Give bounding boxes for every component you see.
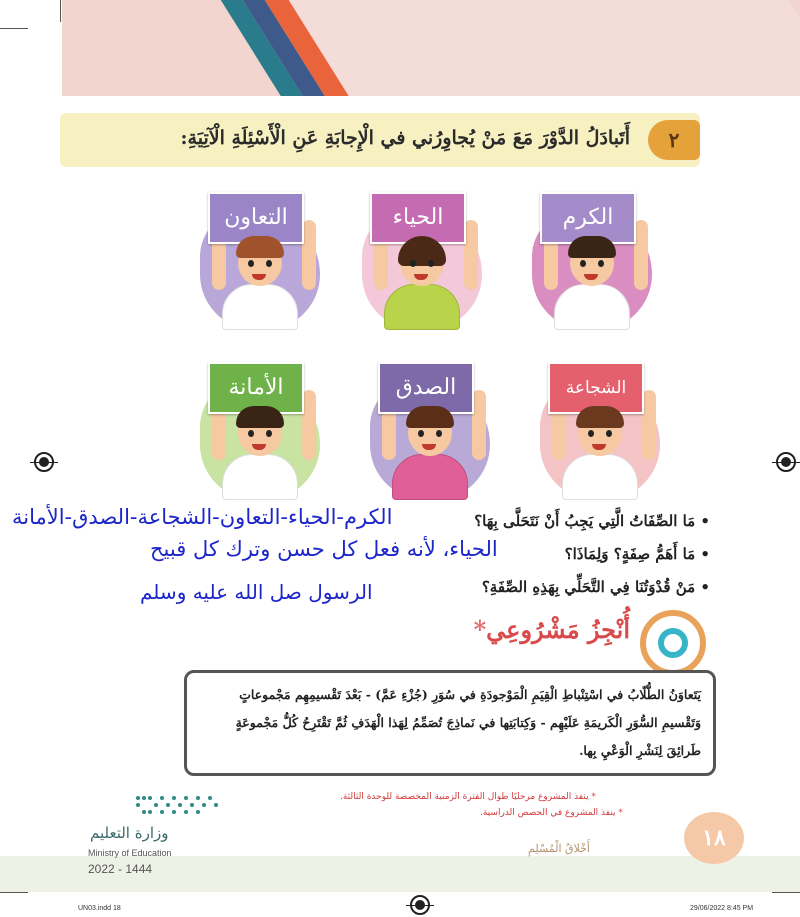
body bbox=[222, 454, 298, 500]
discussion-question: • مَا الصِّفَاتُ الَّتِي يَجِبُ أَنْ نَتَحَلَّى بِهَا؟ bbox=[474, 512, 710, 530]
eye bbox=[248, 260, 254, 267]
body bbox=[562, 454, 638, 500]
book-name: أَخْلاقُ الْمُسْلِمِ bbox=[528, 842, 590, 855]
character-card bbox=[190, 180, 340, 330]
value-sign: التعاون bbox=[208, 192, 304, 244]
hair bbox=[406, 406, 454, 428]
discussion-question: • مَنْ قُدْوَتُنَا فِي التَّحَلِّي بِهَذِهِ الصِّفَةِ؟ bbox=[481, 578, 710, 596]
crop-mark bbox=[0, 892, 28, 893]
project-logo-icon bbox=[640, 610, 706, 676]
print-timestamp: 29/06/2022 8:45 PM bbox=[690, 905, 754, 912]
project-title-star: * bbox=[473, 615, 487, 644]
footnote: * ينفذ المشروع في الحصص الدراسية. bbox=[480, 808, 623, 818]
body bbox=[392, 454, 468, 500]
crop-mark bbox=[772, 892, 800, 893]
eye bbox=[598, 260, 604, 267]
eye bbox=[606, 430, 612, 437]
banner-fill bbox=[276, 0, 800, 96]
value-sign: الشجاعة bbox=[548, 362, 644, 414]
ministry-logo-icon bbox=[132, 790, 222, 820]
question-number: ٢ bbox=[648, 120, 700, 160]
print-slug: UN03.indd 18 bbox=[78, 905, 121, 912]
ministry-name-arabic: وزارة التعليم bbox=[90, 824, 169, 842]
question-text: أَتَبادَلُ الدَّوْرَ مَعَ مَنْ يُجاوِرُني في الْإِجابَةِ عَنِ الْأَسْئِلَةِ الْآتِيَةِ: bbox=[180, 127, 630, 149]
hair bbox=[236, 406, 284, 428]
hair bbox=[568, 236, 616, 258]
value-sign: الأمانة bbox=[208, 362, 304, 414]
crop-mark bbox=[0, 28, 28, 29]
eye bbox=[266, 430, 272, 437]
hair bbox=[576, 406, 624, 428]
character-card bbox=[530, 350, 680, 500]
handwritten-answer: الكرم-الحياء-التعاون-الشجاعة-الصدق-الأمانة bbox=[12, 505, 393, 529]
body bbox=[222, 284, 298, 330]
value-sign: الكرم bbox=[540, 192, 636, 244]
arm bbox=[634, 220, 648, 290]
handwritten-answer: الحياء، لأنه فعل كل حسن وترك كل قبيح bbox=[150, 537, 498, 561]
character-card bbox=[190, 350, 340, 500]
ministry-name-english: Ministry of Education bbox=[88, 848, 172, 858]
body bbox=[384, 284, 460, 330]
arm bbox=[302, 220, 316, 290]
project-box: يَتَعاوَنُ الطُّلّابُ في اسْتِنْباطِ الْقِيَمِ الْمَوْجودَةِ في سُوَرِ (جُزْءِ عَمَّ) - بَعْدَ تَقْسيمِهِم مَجْموعاتٍ وَتَقْسيمِ السُّوَرِ الْكَريمَةِ عَلَيْهِم - وَكِتابَتِها في نَماذِجَ تُصَمِّمُ لِهَذا الْهَدَفِ ثُمَّ تَقْتَرِحُ كُلُّ مَجْموعَةٍ طَرائِقَ لِنَشْرِ الْوَعْيِ بِها. bbox=[184, 670, 716, 776]
hair bbox=[236, 236, 284, 258]
registration-mark bbox=[34, 452, 54, 472]
arm bbox=[472, 390, 486, 460]
discussion-question: • مَا أَهَمُّ صِفَةٍ؟ وَلِمَاذَا؟ bbox=[564, 545, 710, 563]
registration-mark bbox=[776, 452, 796, 472]
eye bbox=[580, 260, 586, 267]
arm bbox=[464, 220, 478, 290]
value-sign: الحياء bbox=[370, 192, 466, 244]
arm bbox=[642, 390, 656, 460]
top-banner bbox=[62, 0, 800, 96]
character-card bbox=[360, 350, 510, 500]
eye bbox=[248, 430, 254, 437]
eye bbox=[588, 430, 594, 437]
registration-mark bbox=[410, 895, 430, 915]
eye bbox=[410, 260, 416, 267]
eye bbox=[428, 260, 434, 267]
page-number: ١٨ bbox=[684, 812, 744, 864]
project-title-text: أُنْجِزُ مَشْرُوعِي bbox=[486, 615, 630, 644]
eye bbox=[266, 260, 272, 267]
body bbox=[554, 284, 630, 330]
eye bbox=[436, 430, 442, 437]
footnote: * ينفذ المشروع مرحليًا طوال الفترة الزمنية المخصصة للوحدة الثالثة. bbox=[340, 792, 596, 802]
value-sign: الصدق bbox=[378, 362, 474, 414]
character-card bbox=[522, 180, 672, 330]
eye bbox=[418, 430, 424, 437]
arm bbox=[302, 390, 316, 460]
character-card bbox=[352, 180, 502, 330]
ministry-year: 2022 - 1444 bbox=[88, 862, 153, 876]
project-title bbox=[474, 615, 630, 644]
crop-mark bbox=[60, 0, 61, 22]
handwritten-answer: الرسول صل الله عليه وسلم bbox=[140, 580, 373, 604]
